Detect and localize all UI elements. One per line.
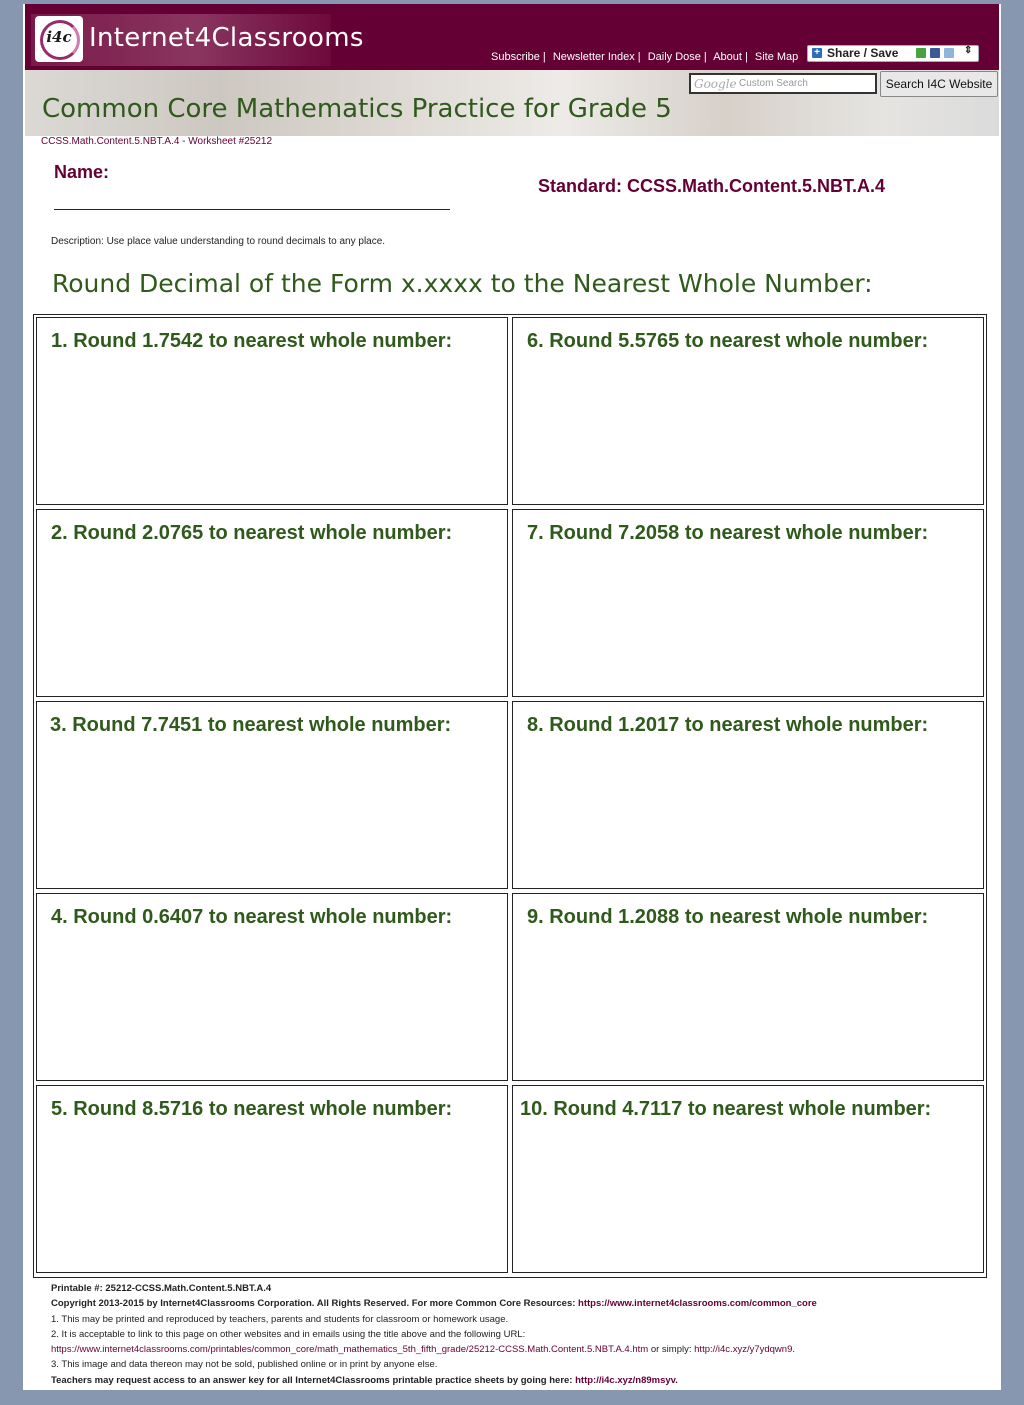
question-text: 7. Round 7.2058 to nearest whole number:: [527, 522, 929, 544]
name-label: Name:: [54, 162, 110, 182]
question-text: 2. Round 2.0765 to nearest whole number:: [51, 522, 453, 544]
plus-icon: +: [812, 48, 822, 58]
nav-about[interactable]: About: [713, 51, 742, 63]
question-cell: [36, 701, 508, 889]
footer: [51, 1281, 981, 1388]
note-1: 1. This may be printed and reproduced by teachers, parents and students for classroom or homework usage.: [51, 1313, 509, 1325]
question-text: 4. Round 0.6407 to nearest whole number:: [51, 906, 453, 928]
share-save-button[interactable]: + Share / Save ⇕: [807, 45, 979, 62]
email-share-icon: [916, 48, 926, 58]
printable-number: Printable #: 25212-CCSS.Math.Content.5.NBT.A.4: [51, 1283, 272, 1294]
note-2: 2. It is acceptable to link to this page on other websites and in emails using the title above and the following URL:: [51, 1328, 526, 1340]
question-cell: [512, 509, 984, 697]
search-placeholder: Custom Search: [739, 78, 808, 89]
dropdown-arrows-icon: ⇕: [964, 45, 973, 56]
site-header: [25, 4, 999, 70]
twitter-icon: [944, 48, 954, 58]
nav-daily-dose[interactable]: Daily Dose: [647, 51, 701, 63]
question-text: 8. Round 1.2017 to nearest whole number:: [527, 714, 929, 736]
google-logo: Google: [694, 77, 737, 91]
top-nav: Subscribe | Newsletter Index | Daily Dose | About | Site Map: [491, 51, 799, 63]
question-text: 3. Round 7.7451 to nearest whole number:: [50, 714, 452, 736]
site-name: Internet4Classrooms: [89, 23, 364, 53]
nav-subscribe[interactable]: Subscribe: [491, 51, 540, 63]
nav-site-map[interactable]: Site Map: [754, 51, 799, 63]
short-url-link[interactable]: http://i4c.xyz/y7ydqwn9: [694, 1344, 793, 1356]
answer-key-note: Teachers may request access to an answer key for all Internet4Classrooms printable practice sheets by going here: http://i4c.xyz/n89msyv.: [51, 1374, 678, 1386]
name-line: [54, 209, 450, 210]
nav-newsletter-index[interactable]: Newsletter Index: [552, 51, 635, 63]
question-cell: [512, 1085, 984, 1273]
url-line: https://www.internet4classrooms.com/printables/common_core/math_mathematics_5th_fifth_grade/25212-CCSS.Math.Content.5.NBT.A.4.htm or simply: http://i4c.xyz/y7ydqwn9.: [51, 1344, 795, 1356]
question-cell: [512, 893, 984, 1081]
question-text: 10. Round 4.7117 to nearest whole number:: [520, 1098, 932, 1120]
question-text: 1. Round 1.7542 to nearest whole number:: [51, 330, 453, 352]
question-grid: [33, 314, 987, 1278]
page-title: Common Core Mathematics Practice for Grade 5: [42, 94, 672, 124]
question-text: 6. Round 5.5765 to nearest whole number:: [527, 330, 929, 352]
site-logo[interactable]: [31, 14, 364, 66]
facebook-icon: [930, 48, 940, 58]
worksheet-url-link[interactable]: https://www.internet4classrooms.com/printables/common_core/math_mathematics_5th_fifth_grade/25212-CCSS.Math.Content.5.NBT.A.4.htm: [51, 1344, 649, 1356]
worksheet-page: [23, 4, 1001, 1390]
breadcrumb: CCSS.Math.Content.5.NBT.A.4 - Worksheet #25212: [41, 136, 273, 147]
search-input[interactable]: [689, 73, 877, 94]
question-cell: [36, 509, 508, 697]
question-cell: [512, 701, 984, 889]
question-text: 5. Round 8.5716 to nearest whole number:: [51, 1098, 453, 1120]
worksheet-heading: Round Decimal of the Form x.xxxx to the Nearest Whole Number:: [52, 269, 873, 298]
standard-label: Standard: CCSS.Math.Content.5.NBT.A.4: [538, 176, 886, 196]
i4c-logo-icon: i4c: [35, 16, 83, 62]
question-cell: [512, 317, 984, 505]
note-3: 3. This image and data thereon may not be sold, published online or in print by anyone else.: [51, 1359, 438, 1371]
question-text: 9. Round 1.2088 to nearest whole number:: [527, 906, 929, 928]
description: Description: Use place value understanding to round decimals to any place.: [51, 236, 386, 247]
question-cell: [36, 1085, 508, 1273]
common-core-link[interactable]: https://www.internet4classrooms.com/common_core: [578, 1298, 817, 1310]
search-button[interactable]: Search I4C Website: [880, 71, 998, 97]
copyright: Copyright 2013-2015 by Internet4Classrooms Corporation. All Rights Reserved. For more Common Core Resources: https://www.internet4classrooms.com/common_core: [51, 1298, 817, 1310]
question-cell: [36, 893, 508, 1081]
answer-key-link[interactable]: http://i4c.xyz/n89msyv: [575, 1374, 676, 1386]
question-cell: [36, 317, 508, 505]
